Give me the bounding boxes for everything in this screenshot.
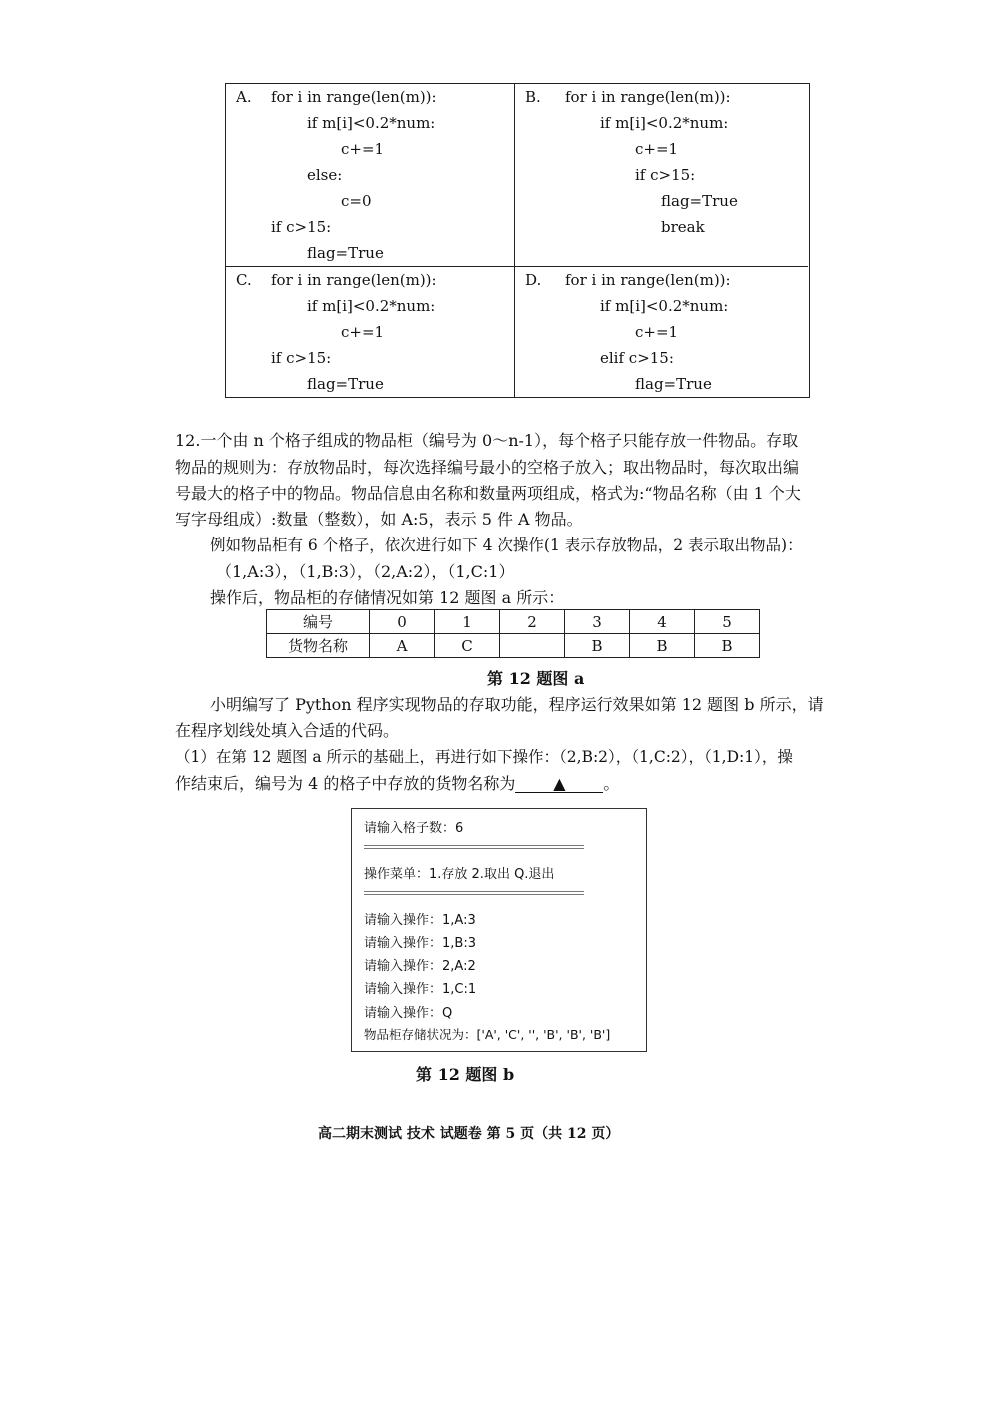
question-text: 作结束后，编号为 4 的格子中存放的货物名称为 <box>175 774 516 793</box>
option-d-letter: D. <box>525 271 542 289</box>
table-cell: 2 <box>500 610 565 634</box>
code-line: c+=1 <box>635 140 679 158</box>
table-header-cell: 编号 <box>267 610 370 634</box>
table-cell: B <box>565 634 630 658</box>
code-line: for i in range(len(m)): <box>565 271 731 289</box>
option-d[interactable] <box>515 267 808 397</box>
option-a-letter: A. <box>236 88 252 106</box>
code-line: for i in range(len(m)): <box>565 88 731 106</box>
separator <box>364 891 584 895</box>
answer-options-grid <box>225 83 810 398</box>
code-line: flag=True <box>307 244 384 262</box>
code-line: else: <box>307 166 343 184</box>
table-cell: 0 <box>370 610 435 634</box>
code-line: if m[i]<0.2*num: <box>600 114 729 132</box>
code-line: c+=1 <box>635 323 679 341</box>
question-text: 在程序划线处填入合适的代码。 <box>175 721 400 740</box>
code-line: if c>15: <box>271 349 332 367</box>
code-line: c+=1 <box>341 140 385 158</box>
option-c-letter: C. <box>236 271 252 289</box>
subquestion-1-cont <box>175 771 619 794</box>
figure-caption-b: 第 12 题图 b <box>416 1065 515 1084</box>
code-line: for i in range(len(m)): <box>271 88 437 106</box>
table-cell: C <box>435 634 500 658</box>
figure-caption-a: 第 12 题图 a <box>487 669 585 688</box>
period: 。 <box>603 774 620 793</box>
question-text: 小明编写了 Python 程序实现物品的存取功能，程序运行效果如第 12 题图 b 所示，请 <box>210 695 824 714</box>
table-cell: A <box>370 634 435 658</box>
option-b[interactable] <box>515 84 808 267</box>
code-line: c+=1 <box>341 323 385 341</box>
console-line: 请输入操作：1,B:3 <box>364 936 476 951</box>
option-a[interactable] <box>226 84 515 267</box>
code-line: flag=True <box>661 192 738 210</box>
console-line: 请输入格子数：6 <box>364 821 464 836</box>
console-line: 请输入操作：1,A:3 <box>364 913 476 928</box>
table-row <box>267 610 760 634</box>
code-line: if m[i]<0.2*num: <box>307 114 436 132</box>
table-cell: B <box>695 634 760 658</box>
console-line: 物品柜存储状况为：['A', 'C', '', 'B', 'B', 'B'] <box>364 1027 611 1042</box>
option-b-letter: B. <box>525 88 541 106</box>
page-footer: 高二期末测试 技术 试题卷 第 5 页（共 12 页） <box>318 1126 620 1142</box>
code-line: flag=True <box>635 375 712 393</box>
code-line: if c>15: <box>635 166 696 184</box>
code-line: elif c>15: <box>600 349 674 367</box>
console-line: 操作菜单：1.存放 2.取出 Q.退出 <box>364 867 555 882</box>
question-text: 12.一个由 n 个格子组成的物品柜（编号为 0～n-1），每个格子只能存放一件物品。存取 <box>175 431 799 450</box>
table-cell: 5 <box>695 610 760 634</box>
table-cell: 4 <box>630 610 695 634</box>
code-line: for i in range(len(m)): <box>271 271 437 289</box>
table-cell <box>500 634 565 658</box>
code-line: c=0 <box>341 192 372 210</box>
code-line: flag=True <box>307 375 384 393</box>
question-text: 号最大的格子中的物品。物品信息由名称和数量两项组成，格式为:“物品名称（由 1 个大 <box>175 484 801 503</box>
triangle-marker-icon: ▲ <box>553 774 566 793</box>
console-line: 请输入操作：1,C:1 <box>364 982 477 997</box>
table-row <box>267 634 760 658</box>
answer-blank[interactable] <box>515 776 603 793</box>
code-line: if m[i]<0.2*num: <box>600 297 729 315</box>
operations-example: （1,A:3），（1,B:3），（2,A:2），（1,C:1） <box>216 562 515 581</box>
console-line: 请输入操作：Q <box>364 1006 453 1021</box>
code-line: break <box>661 218 705 236</box>
table-header-cell: 货物名称 <box>267 634 370 658</box>
table-cell: B <box>630 634 695 658</box>
console-output <box>351 808 647 1052</box>
storage-table <box>266 609 760 658</box>
option-c[interactable] <box>226 267 515 397</box>
table-cell: 3 <box>565 610 630 634</box>
console-line: 请输入操作：2,A:2 <box>364 959 476 974</box>
code-line: if c>15: <box>271 218 332 236</box>
table-cell: 1 <box>435 610 500 634</box>
question-text: 例如物品柜有 6 个格子，依次进行如下 4 次操作(1 表示存放物品，2 表示取出物品)： <box>210 536 803 554</box>
code-line: if m[i]<0.2*num: <box>307 297 436 315</box>
subquestion-1: （1）在第 12 题图 a 所示的基础上，再进行如下操作：（2,B:2），（1,C:2），（1,D:1），操 <box>175 748 793 766</box>
question-text: 物品的规则为：存放物品时，每次选择编号最小的空格子放入；取出物品时，每次取出编 <box>175 458 800 477</box>
question-text: 操作后，物品柜的存储情况如第 12 题图 a 所示： <box>210 588 565 607</box>
question-text: 写字母组成）:数量（整数），如 A:5，表示 5 件 A 物品。 <box>175 510 583 529</box>
separator <box>364 845 584 849</box>
